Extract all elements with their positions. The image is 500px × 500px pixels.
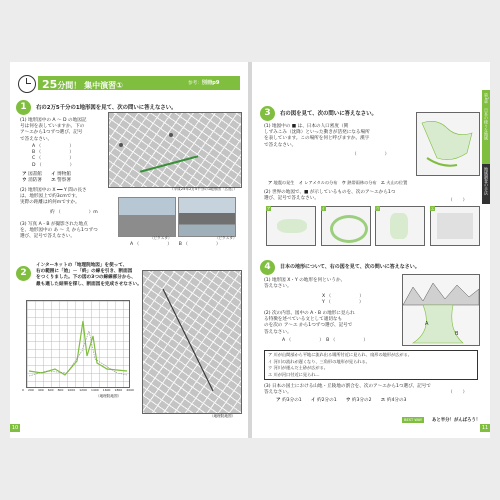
svg-text:B: B [455, 331, 459, 337]
header-time: 25 [42, 78, 58, 91]
graph-x-axis-ticks: 0 200 400 600 800 1000 1200 1400 1600 1800 2000 [22, 388, 134, 392]
page-number-left: 10 [11, 425, 19, 431]
q3-world-map [416, 112, 480, 176]
q1-sub2-answer: 約 （ ）m [50, 210, 98, 215]
q4-options-box: ア 川が山間部から平地に流れ出る場所付近に見られ、扇形の地形が広がる。 イ 河川の流れが遅くなり、三角形の地形が見られる。 ウ 河川が運んだ土砂が広がる。 エ 川が河口付近に見られ… [264, 350, 478, 380]
cross-section-graph [26, 300, 130, 388]
section-side-tab: 地域調査の手法 [482, 164, 490, 204]
svg-text:A: A [425, 321, 429, 327]
q3-sub1: (1) 地図中の ■ は、日本の人口密度（関 しずみこみ（沈降）といった動きが活発になる場所 を表しています。この場所を何と呼びますか。漢字 で答えなさい。 [264, 124, 370, 148]
page-number-right: 11 [481, 425, 489, 431]
q1-sub3-answers: A （ ） B （ ） [130, 242, 221, 247]
q4-sub1: (1) 地形図 X・Y の地形を何というか、 答えなさい。 [264, 278, 346, 290]
question-4-prompt: 日本の地形について、右の図を見て、次の問いに答えなさい。 [280, 264, 420, 270]
q1-sub1: (1) 地形図中の A ～ D の地図記 号は何を表していますか。下の ア～エから1つずつ選び、記号 で答えなさい。 [20, 118, 87, 142]
q3-option-maps: ア イ ウ エ [266, 206, 480, 254]
q4-sub3: (3) 日本の国土における山地・丘陵地の割合を、次のア～エから1つ選び、記号で 答えなさい。 [264, 384, 431, 396]
q4-landform-diagram [402, 274, 480, 346]
question-4-number: 4 [260, 260, 275, 275]
q2-map [142, 270, 242, 414]
photo-b-caption: 〈ピクスタ〉 [215, 236, 237, 240]
q1-sub3: (3) 写真 A・B が撮影された地点 を、地形図中の あ ～ え から1つずつ 選び、記号で答えなさい。 [20, 222, 98, 240]
left-page [10, 62, 248, 438]
header-circle-num: ① [116, 81, 123, 90]
q2-map-caption: （地理院地図） [210, 414, 236, 418]
question-2-prompt: インターネットの「地理院地図」を使って、 右の範囲に「始」－「終」の線を引き、断面図 をつくりました。下の図の3つの線線部分から、 最も適した結果を探し、断面図を完成させなさい。 [36, 263, 142, 287]
question-2-number: 2 [16, 266, 31, 281]
q4-sub3-answer: （ ） [448, 390, 468, 395]
header-title: 分間！ 集中演習 [57, 81, 117, 90]
q3-sub2-answer: （ ） [448, 198, 468, 203]
header-ref-label: 参考： [188, 81, 202, 86]
question-1-number: 1 [16, 100, 31, 115]
question-1-prompt: 右の2万5千分の1地形図を見て、次の問いに答えなさい。 [36, 105, 177, 111]
q1-sub1-answers: A （ ） B （ ） C （ ） D （ ） [32, 144, 75, 168]
q4-sub1-answers: X （ ） Y （ ） [322, 294, 364, 306]
q3-options-row: ア 地震の発生 イ レアメタルの分布 ウ 熱帯雨林の分布 エ 火山の位置 [268, 180, 408, 185]
question-3-prompt: 右の図を見て、次の問いに答えなさい。 [280, 111, 377, 117]
q1-options: ア 図書館 イ 博物館 ウ 消防署 エ 警察署 [22, 172, 71, 184]
header-ref-page: 別冊p9 [201, 80, 220, 86]
q4-sub2-answers: A （ ） B （ ） [282, 338, 368, 343]
graph-note: （地理院地図） [96, 394, 122, 398]
q1-topographic-map [108, 112, 242, 188]
chapter-side-tab: 第3章 日本の様々な地域 [482, 90, 490, 202]
q4-sub3-options: ア 約3分の1 イ 約2分の1 ウ 約3分の2 エ 約4分の3 [276, 398, 407, 403]
footer-message: あと半分！がんばろう！ [432, 418, 481, 423]
photo-b [178, 197, 236, 237]
q1-sub2: (2) 地形図中の X ━━ Y 間の長さ は、地形図上で約3cmです。 実際の距離は約何mですか。 [20, 188, 87, 206]
q4-sub2: (2) 次の内容、図中の A・B の地形に見られ る特徴を述べている文として適切なも のを次の ア～エ から1つずつ選び、記号で 答えなさい。 [264, 311, 355, 335]
q1-map-caption: （平成25年2万5千分の1地形図「広島」） [170, 187, 238, 191]
q3-sub1-answer: （ ） [352, 152, 390, 157]
right-page [252, 62, 490, 438]
photo-a [118, 197, 176, 237]
clock-icon [18, 75, 36, 93]
footer-badge: BEST WAY [404, 418, 423, 422]
photo-a-caption: 〈ピクスタ〉 [150, 236, 172, 240]
q3-sub2: (2) 世界の地図で、■ が示しているものを、次のア～エから1つ 選び、記号で答えなさい。 [264, 190, 396, 202]
question-3-number: 3 [260, 106, 275, 121]
